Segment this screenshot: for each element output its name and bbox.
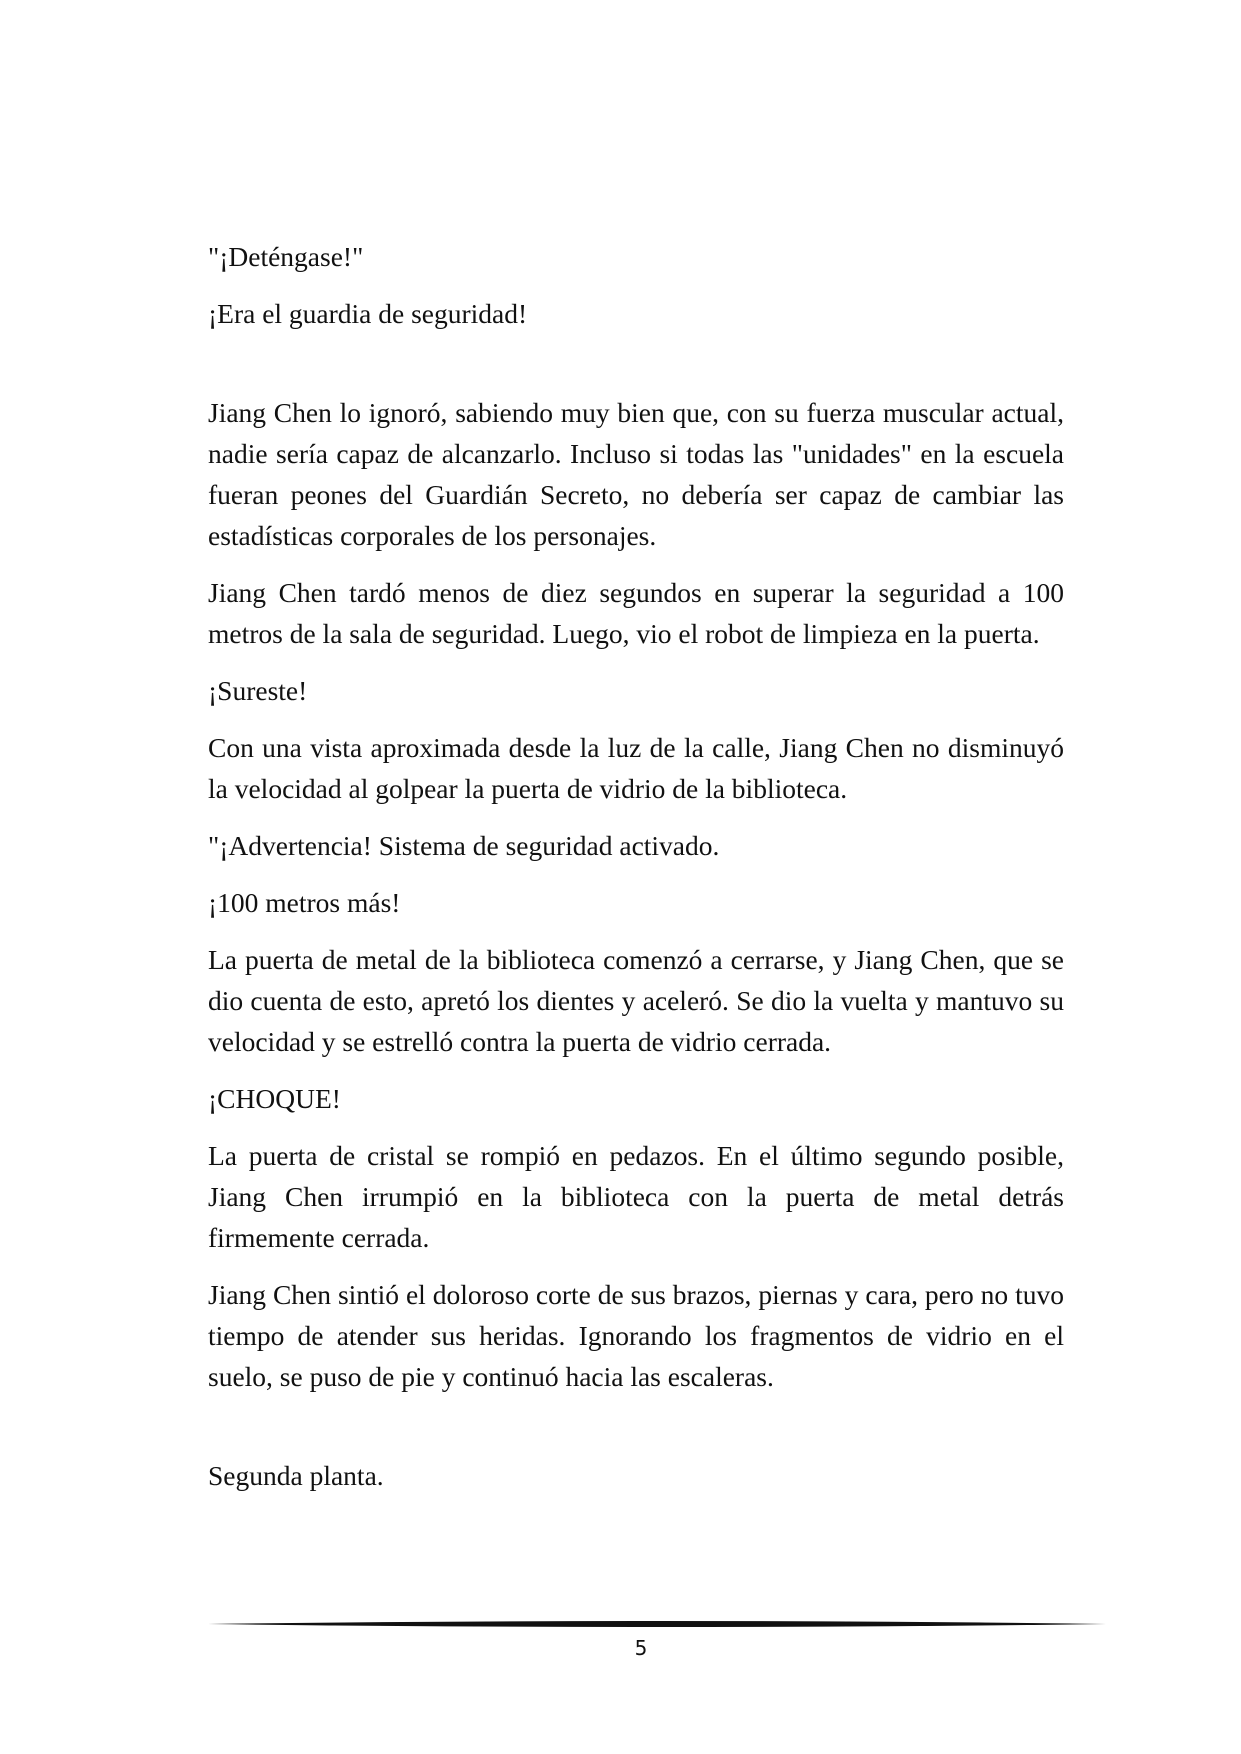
paragraph: ¡100 metros más!: [208, 887, 401, 918]
page-number: 5: [634, 1636, 648, 1660]
paragraph: Jiang Chen tardó menos de diez segundos en superar la seguridad a 100 metros de la sala de seguridad. Luego, vio el robot de limpieza en la puerta.: [208, 577, 1064, 649]
footer-divider: [208, 1618, 1106, 1630]
page-body: [208, 236, 1064, 1512]
paragraph: La puerta de cristal se rompió en pedazos. En el último segundo posible, Jiang Chen irrumpió en la biblioteca con la puerta de metal detrás firmemente cerrada.: [208, 1140, 1064, 1253]
paragraph: ¡Era el guardia de seguridad!: [208, 298, 528, 329]
paragraph: ¡Sureste!: [208, 675, 308, 706]
paragraph: "¡Advertencia! Sistema de seguridad activado.: [208, 830, 720, 861]
paragraph: "¡Deténgase!": [208, 241, 364, 272]
paragraph: Jiang Chen sintió el doloroso corte de sus brazos, piernas y cara, pero no tuvo tiempo de atender sus heridas. Ignorando los fragmentos de vidrio en el suelo, se puso de pie y continuó hacia las escaleras.: [208, 1279, 1064, 1392]
paragraph: Segunda planta.: [208, 1460, 384, 1491]
paragraph: ¡CHOQUE!: [208, 1083, 341, 1114]
paragraph: La puerta de metal de la biblioteca comenzó a cerrarse, y Jiang Chen, que se dio cuenta de esto, apretó los dientes y aceleró. Se dio la vuelta y mantuvo su velocidad y se estrelló contra la puerta de vidrio cerrada.: [208, 944, 1064, 1057]
paragraph: Con una vista aproximada desde la luz de la calle, Jiang Chen no disminuyó la velocidad al golpear la puerta de vidrio de la biblioteca.: [208, 732, 1064, 804]
paragraph: Jiang Chen lo ignoró, sabiendo muy bien que, con su fuerza muscular actual, nadie sería capaz de alcanzarlo. Incluso si todas las "unidades" en la escuela fueran peones del Guardián Secreto, no debería ser capaz de cambiar las estadísticas corporales de los personajes.: [208, 397, 1064, 551]
